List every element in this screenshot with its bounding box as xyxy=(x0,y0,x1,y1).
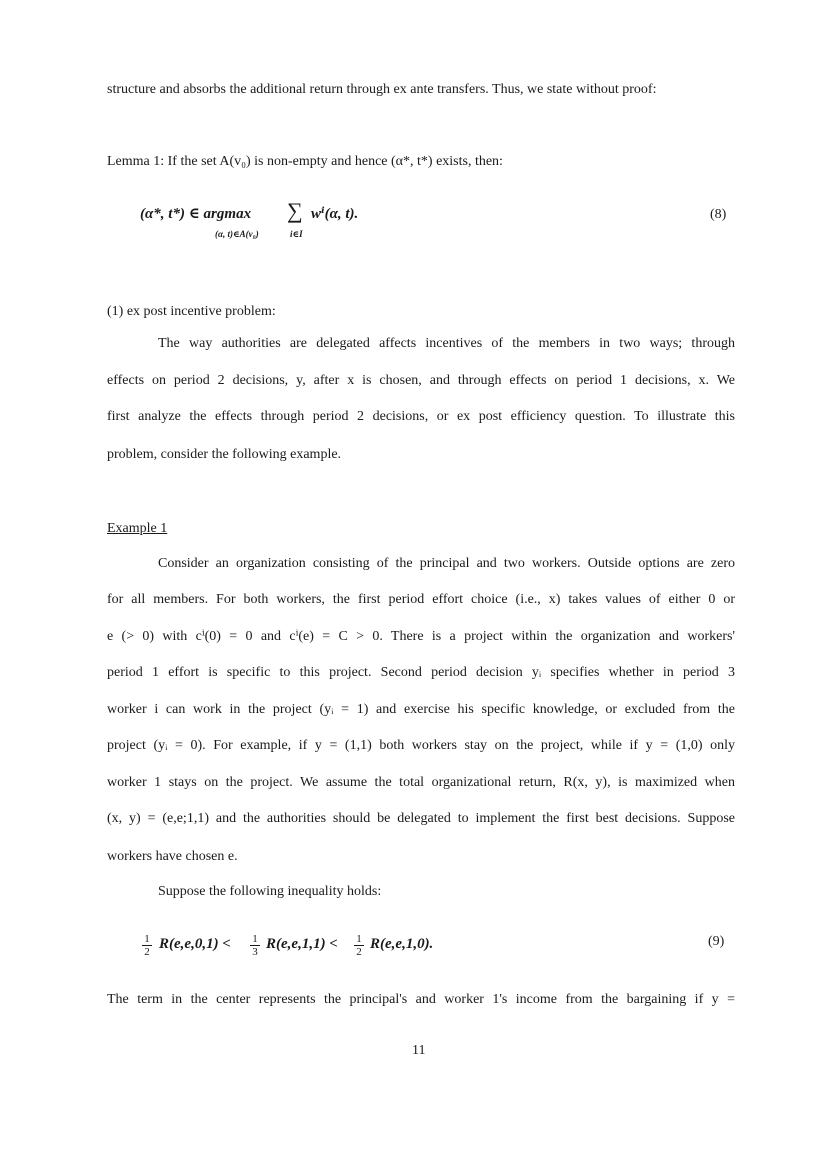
eq9-fraction-2 xyxy=(250,933,260,958)
section-heading: (1) ex post incentive problem: xyxy=(107,304,276,319)
eq8-rhs: wⁱ(α, t). xyxy=(311,206,359,222)
text-line: first analyze the effects through period 2 decisions, or ex post efficiency question. To illustrate this xyxy=(107,409,735,424)
text-line: worker i can work in the project (yᵢ = 1) and exercise his specific knowledge, or excluded from the xyxy=(107,702,735,717)
text-line: worker 1 stays on the project. We assume the total organizational return, R(x, y), is maximized when xyxy=(107,775,735,790)
text-line: The way authorities are delegated affects incentives of the members in two ways; through xyxy=(158,336,735,351)
eq9-frac2-denominator: 3 xyxy=(252,946,258,958)
text-line: effects on period 2 decisions, y, after x is chosen, and through effects on period 1 decisions, x. We xyxy=(107,373,735,388)
eq9-frac1-denominator: 2 xyxy=(144,946,150,958)
text-line: e (> 0) with cⁱ(0) = 0 and cⁱ(e) = C > 0. There is a project within the organization and workers' xyxy=(107,629,735,644)
eq9-fraction-3 xyxy=(354,933,364,958)
eq9-frac3-denominator: 2 xyxy=(356,946,362,958)
text-line: for all members. For both workers, the first period effort choice (i.e., x) takes values of either 0 or xyxy=(107,592,735,607)
eq9-term-2: R(e,e,1,1) < xyxy=(266,936,338,952)
eq9-term-1: R(e,e,0,1) < xyxy=(159,936,231,952)
text-line: Consider an organization consisting of the principal and two workers. Outside options are zero xyxy=(158,556,735,571)
eq9-frac2-numerator: 1 xyxy=(250,933,260,946)
text-line: The term in the center represents the principal's and worker 1's income from the bargaining if y = xyxy=(107,992,735,1007)
page-number: 11 xyxy=(412,1043,426,1058)
eq9-frac3-numerator: 1 xyxy=(354,933,364,946)
text-line: period 1 effort is specific to this project. Second period decision yᵢ specifies whether in period 3 xyxy=(107,665,735,680)
eq8-sum-subscript: i∈I xyxy=(290,229,303,239)
example-title: Example 1 xyxy=(107,521,168,536)
eq9-frac1-numerator: 1 xyxy=(142,933,152,946)
text-line: workers have chosen e. xyxy=(107,849,238,864)
text-line: project (yᵢ = 0). For example, if y = (1,1) both workers stay on the project, while if y = (1,0) only xyxy=(107,738,735,753)
text-line: Suppose the following inequality holds: xyxy=(158,884,382,899)
eq8-subscript: (α, t)∈A(v₀) xyxy=(215,229,259,239)
eq9-fraction-1 xyxy=(142,933,152,958)
text-line: structure and absorbs the additional return through ex ante transfers. Thus, we state without proof: xyxy=(107,82,657,97)
example-heading xyxy=(107,520,735,538)
lemma-heading: Lemma 1: If the set A(v₀) is non-empty and hence (α*, t*) exists, then: xyxy=(107,154,503,169)
eq8-lhs: (α*, t*) ∈ argmax xyxy=(140,206,252,222)
eq9-number: (9) xyxy=(708,934,725,949)
text-line: (x, y) = (e,e;1,1) and the authorities should be delegated to implement the first best decisions. Suppose xyxy=(107,811,735,826)
text-line: problem, consider the following example. xyxy=(107,447,342,462)
eq8-number: (8) xyxy=(710,207,727,222)
eq8-sum-symbol: ∑ xyxy=(287,198,303,223)
eq9-term-3: R(e,e,1,0). xyxy=(370,936,434,952)
